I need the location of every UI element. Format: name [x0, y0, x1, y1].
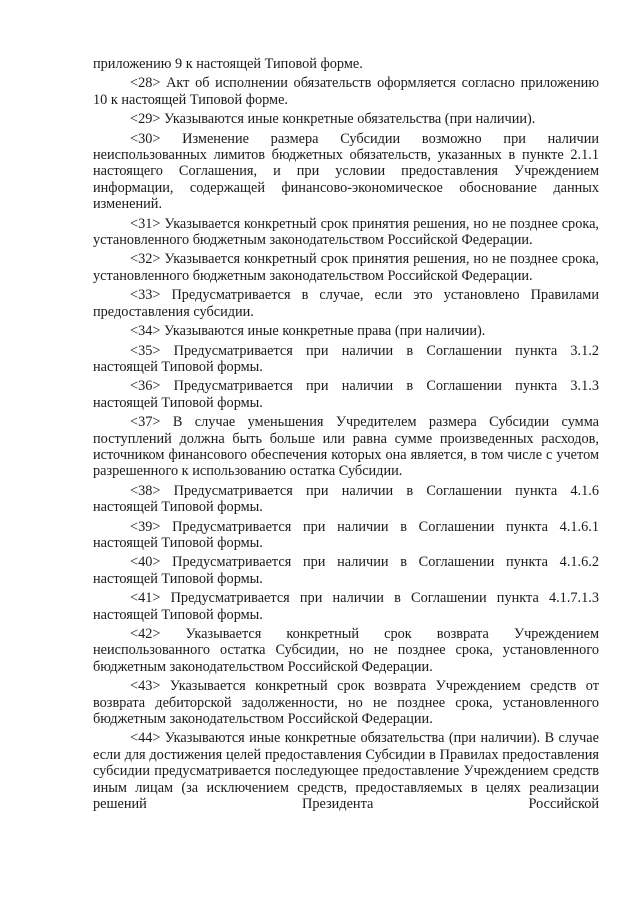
footnote-32: <32> Указывается конкретный срок принятия решения, но не позднее срока, установленного бюджетным законодательством Российской Федерации.: [93, 251, 599, 284]
footnote-28: <28> Акт об исполнении обязательств оформляется согласно приложению 10 к настоящей Типовой форме.: [93, 75, 599, 108]
footnote-39: <39> Предусматривается при наличии в Соглашении пункта 4.1.6.1 настоящей Типовой формы.: [93, 518, 599, 551]
footnote-33: <33> Предусматривается в случае, если это установлено Правилами предоставления субсидии.: [93, 287, 599, 320]
footnote-30: <30> Изменение размера Субсидии возможно при наличии неиспользованных лимитов бюджетных обязательств, указанных в пункте 2.1.1 настоящего Соглашения, и при условии предоставления Учреждением информации, содержащей финансово-экономическое обоснование данных изменений.: [93, 130, 599, 213]
footnote-34: <34> Указываются иные конкретные права (при наличии).: [130, 323, 486, 340]
footnote-36: <36> Предусматривается при наличии в Соглашении пункта 3.1.3 настоящей Типовой формы.: [93, 378, 599, 411]
paragraph-continuation: приложению 9 к настоящей Типовой форме.: [93, 56, 363, 72]
footnote-43: <43> Указывается конкретный срок возврата Учреждением средств от возврата дебиторской задолженности, но не позднее срока, установленного бюджетным законодательством Российской Федерации.: [93, 678, 599, 728]
footnote-40: <40> Предусматривается при наличии в Соглашении пункта 4.1.6.2 настоящей Типовой формы.: [93, 554, 599, 587]
footnote-42: <42> Указывается конкретный срок возврата Учреждением неиспользованного остатка Субсидии, но не позднее срока, установленного бюджетным законодательством Российской Федерации.: [93, 626, 599, 675]
footnote-44: <44> Указываются иные конкретные обязательства (при наличии). В случае если для достижения целей предоставления Субсидии в Правилах предоставления субсидии предусматривается последующее предоставление Учреждением средств иным лицам (за исключением средств, предоставляемых в целях реализации решений Президента Российской: [93, 730, 599, 813]
footnote-29: <29> Указываются иные конкретные обязательства (при наличии).: [130, 111, 536, 128]
footnote-41: <41> Предусматривается при наличии в Соглашении пункта 4.1.7.1.3 настоящей Типовой формы.: [93, 590, 599, 623]
footnote-35: <35> Предусматривается при наличии в Соглашении пункта 3.1.2 настоящей Типовой формы.: [93, 342, 599, 375]
footnote-38: <38> Предусматривается при наличии в Соглашении пункта 4.1.6 настоящей Типовой формы.: [93, 482, 599, 516]
footnote-37: <37> В случае уменьшения Учредителем размера Субсидии сумма поступлений должна быть больше или равна сумме произведенных расходов, источником финансового обеспечения которых она является, в том числе с учетом разрешенного к использованию остатка Субсидии.: [93, 414, 599, 480]
footnote-31: <31> Указывается конкретный срок принятия решения, но не позднее срока, установленного бюджетным законодательством Российской Федерации.: [93, 215, 599, 249]
document-page: [93, 56, 599, 815]
